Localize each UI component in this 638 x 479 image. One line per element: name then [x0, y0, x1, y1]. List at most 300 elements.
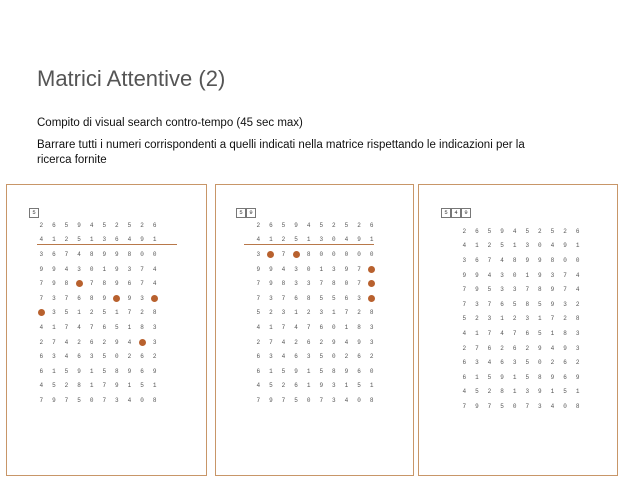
matrix-digit[interactable]: 1	[344, 382, 349, 390]
matrix-digit[interactable]: 7	[512, 329, 517, 337]
matrix-digit[interactable]: 6	[462, 359, 467, 367]
matrix-digit[interactable]: 2	[127, 353, 132, 361]
matrix-digit[interactable]: 6	[563, 359, 567, 367]
matrix-digit[interactable]: 0	[115, 353, 119, 361]
matrix-digit[interactable]: 1	[538, 315, 542, 323]
matrix-digit[interactable]: 2	[344, 353, 349, 361]
matrix-digit[interactable]: 7	[563, 271, 567, 279]
matrix-digit[interactable]: 9	[475, 271, 479, 279]
matrix-digit[interactable]: 6	[525, 329, 530, 337]
matrix-digit[interactable]: 1	[575, 388, 580, 396]
matrix-digit[interactable]: 3	[294, 280, 298, 288]
matrix-digit[interactable]: 4	[64, 353, 69, 361]
matrix-digit[interactable]: 5	[357, 382, 361, 390]
matrix-digit[interactable]: 8	[525, 300, 530, 308]
matrix-digit[interactable]: 1	[152, 382, 157, 390]
matrix-digit[interactable]: 9	[269, 280, 273, 288]
matrix-digit[interactable]: 0	[369, 367, 374, 375]
matrix-digit[interactable]: 2	[281, 382, 286, 390]
matrix-digit[interactable]: 6	[152, 221, 157, 229]
matrix-digit[interactable]: 1	[127, 382, 132, 390]
matrix-digit[interactable]: 2	[39, 221, 44, 229]
matrix-digit[interactable]: 0	[344, 280, 349, 288]
matrix-digit[interactable]: 3	[39, 250, 44, 258]
matrix-digit[interactable]: 5	[462, 315, 467, 323]
matrix-digit[interactable]: 7	[89, 323, 94, 331]
matrix-digit[interactable]: 4	[550, 344, 555, 352]
matrix-digit[interactable]: 8	[512, 256, 517, 264]
matrix-digit[interactable]: 8	[102, 280, 107, 288]
matrix-digit[interactable]: 1	[550, 388, 555, 396]
matrix-digit[interactable]: 3	[525, 388, 530, 396]
matrix-digit[interactable]: 6	[369, 221, 374, 229]
matrix-digit[interactable]: 0	[140, 250, 144, 258]
matrix-digit[interactable]: 2	[357, 221, 361, 229]
matrix-digit[interactable]: 3	[462, 256, 467, 264]
matrix-digit[interactable]: 5	[487, 227, 492, 235]
matrix-digit[interactable]: 6	[357, 367, 361, 375]
matrix-digit[interactable]: 4	[127, 236, 132, 244]
matrix-digit[interactable]: 0	[369, 250, 374, 258]
matrix-digit[interactable]: 5	[281, 367, 286, 375]
matrix-digit[interactable]: 7	[52, 338, 56, 346]
matrix-digit[interactable]: 7	[487, 329, 492, 337]
matrix-digit[interactable]: 5	[294, 236, 298, 244]
matrix-digit[interactable]: 5	[281, 221, 286, 229]
matrix-digit[interactable]: 5	[525, 227, 530, 235]
matrix-digit[interactable]: 4	[344, 338, 349, 346]
matrix-digit[interactable]: 1	[152, 236, 157, 244]
matrix-digit[interactable]: 6	[102, 323, 107, 331]
matrix-digit[interactable]: 4	[256, 323, 261, 331]
matrix-digit[interactable]: 8	[538, 373, 542, 381]
matrix-digit[interactable]: 2	[487, 242, 492, 250]
matrix-digit[interactable]: 0	[344, 250, 349, 258]
matrix-digit[interactable]: 5	[256, 309, 261, 317]
matrix-digit[interactable]: 4	[344, 236, 349, 244]
matrix-digit[interactable]: 5	[64, 367, 69, 375]
matrix-digit[interactable]: 7	[344, 309, 349, 317]
matrix-digit[interactable]: 8	[332, 280, 336, 288]
matrix-digit[interactable]: 7	[563, 286, 567, 294]
matrix-digit[interactable]: 1	[512, 242, 517, 250]
matrix-digit[interactable]: 4	[281, 353, 286, 361]
matrix-digit[interactable]: 7	[462, 402, 467, 410]
matrix-digit[interactable]: 0	[332, 353, 336, 361]
matrix-digit[interactable]: 5	[475, 388, 479, 396]
matrix-digit[interactable]: 1	[115, 309, 119, 317]
matrix-digit[interactable]: 6	[319, 323, 324, 331]
matrix-digit[interactable]: 3	[575, 344, 580, 352]
matrix-digit[interactable]: 3	[332, 396, 336, 404]
matrix-digit[interactable]: 3	[550, 271, 555, 279]
matrix-digit[interactable]: 3	[306, 280, 311, 288]
matrix-digit[interactable]: 5	[64, 309, 69, 317]
matrix-digit[interactable]: 7	[269, 338, 273, 346]
matrix-digit[interactable]: 8	[563, 329, 567, 337]
matrix-digit[interactable]: 0	[357, 250, 361, 258]
matrix-digit[interactable]: 3	[369, 338, 374, 346]
matrix-digit[interactable]: 2	[152, 353, 157, 361]
matrix-digit[interactable]: 5	[344, 221, 349, 229]
matrix-digit[interactable]: 0	[357, 396, 361, 404]
matrix-digit[interactable]: 3	[269, 353, 273, 361]
matrix-digit[interactable]: 1	[52, 323, 56, 331]
matrix-digit[interactable]: 7	[281, 396, 286, 404]
matrix-digit[interactable]: 8	[64, 280, 69, 288]
matrix-digit[interactable]: 4	[512, 227, 517, 235]
matrix-digit[interactable]: 7	[102, 382, 107, 390]
matrix-digit[interactable]: 5	[319, 367, 324, 375]
matrix-digit[interactable]: 6	[294, 353, 298, 361]
matrix-digit[interactable]: 9	[77, 221, 81, 229]
matrix-digit[interactable]: 7	[281, 323, 286, 331]
matrix-digit[interactable]: 8	[115, 367, 119, 375]
matrix-digit[interactable]: 1	[294, 309, 298, 317]
matrix-digit[interactable]: 5	[563, 388, 567, 396]
matrix-digit[interactable]: 8	[152, 396, 157, 404]
matrix-digit[interactable]: 7	[357, 280, 361, 288]
matrix-digit[interactable]: 3	[140, 294, 144, 302]
matrix-digit[interactable]: 2	[140, 221, 144, 229]
matrix-digit[interactable]: 6	[512, 344, 517, 352]
matrix-digit[interactable]: 3	[115, 396, 119, 404]
matrix-digit[interactable]: 9	[475, 286, 479, 294]
matrix-digit[interactable]: 4	[127, 396, 132, 404]
matrix-digit[interactable]: 6	[575, 227, 580, 235]
matrix-digit[interactable]: 3	[319, 236, 324, 244]
matrix-digit[interactable]: 2	[39, 338, 44, 346]
matrix-digit[interactable]: 9	[563, 344, 567, 352]
matrix-digit[interactable]: 9	[538, 271, 542, 279]
matrix-digit[interactable]: 2	[64, 382, 69, 390]
matrix-digit[interactable]: 4	[462, 329, 467, 337]
matrix-digit[interactable]: 7	[64, 323, 69, 331]
matrix-digit[interactable]: 4	[152, 280, 157, 288]
matrix-digit[interactable]: 4	[500, 329, 504, 337]
matrix-digit[interactable]: 2	[462, 344, 467, 352]
matrix-digit[interactable]: 3	[281, 309, 286, 317]
matrix-digit[interactable]: 9	[115, 338, 119, 346]
matrix-digit[interactable]: 2	[525, 344, 530, 352]
matrix-digit[interactable]: 6	[306, 338, 311, 346]
matrix-digit[interactable]: 5	[269, 382, 273, 390]
matrix-digit[interactable]: 4	[256, 236, 261, 244]
matrix-digit[interactable]: 0	[306, 396, 311, 404]
matrix-digit[interactable]: 5	[102, 221, 107, 229]
matrix-digit[interactable]: 1	[369, 382, 374, 390]
matrix-digit[interactable]: 7	[89, 280, 94, 288]
matrix-digit[interactable]: 8	[332, 367, 336, 375]
matrix-digit[interactable]: 1	[369, 236, 374, 244]
matrix-digit[interactable]: 3	[475, 359, 479, 367]
matrix-digit[interactable]: 7	[462, 300, 467, 308]
matrix-digit[interactable]: 8	[306, 250, 311, 258]
matrix-digit[interactable]: 4	[550, 402, 555, 410]
matrix-digit[interactable]: 6	[462, 373, 467, 381]
matrix-digit[interactable]: 8	[306, 294, 311, 302]
matrix-digit[interactable]: 5	[332, 294, 336, 302]
matrix-digit[interactable]: 8	[369, 309, 374, 317]
matrix-digit[interactable]: 8	[152, 309, 157, 317]
matrix-digit[interactable]: 0	[140, 396, 144, 404]
matrix-digit[interactable]: 5	[102, 353, 107, 361]
matrix-digit[interactable]: 2	[64, 236, 69, 244]
matrix-digit[interactable]: 6	[115, 236, 119, 244]
matrix-digit[interactable]: 9	[115, 382, 119, 390]
matrix-digit[interactable]: 5	[127, 221, 132, 229]
matrix-digit[interactable]: 4	[64, 338, 69, 346]
matrix-digit[interactable]: 7	[462, 286, 467, 294]
matrix-digit[interactable]: 7	[127, 309, 132, 317]
matrix-digit[interactable]: 4	[306, 221, 311, 229]
matrix-digit[interactable]: 4	[550, 242, 555, 250]
matrix-digit[interactable]: 3	[256, 250, 261, 258]
matrix-digit[interactable]: 0	[89, 265, 94, 273]
matrix-digit[interactable]: 1	[344, 323, 349, 331]
matrix-digit[interactable]: 7	[256, 396, 261, 404]
matrix-digit[interactable]: 0	[332, 250, 336, 258]
matrix-digit[interactable]: 5	[500, 402, 504, 410]
matrix-digit[interactable]: 2	[77, 338, 81, 346]
matrix-digit[interactable]: 0	[563, 256, 567, 264]
matrix-digit[interactable]: 9	[115, 265, 119, 273]
matrix-digit[interactable]: 9	[77, 367, 81, 375]
matrix-digit[interactable]: 9	[319, 382, 324, 390]
matrix-digit[interactable]: 5	[140, 382, 144, 390]
matrix-digit[interactable]: 0	[89, 396, 94, 404]
matrix-digit[interactable]: 1	[102, 265, 107, 273]
matrix-digit[interactable]: 2	[575, 359, 580, 367]
matrix-digit[interactable]: 9	[294, 367, 298, 375]
matrix-digit[interactable]: 1	[525, 271, 530, 279]
matrix-digit[interactable]: 9	[550, 373, 555, 381]
matrix-digit[interactable]: 1	[475, 329, 479, 337]
matrix-digit[interactable]: 4	[281, 265, 286, 273]
matrix-digit[interactable]: 8	[140, 323, 144, 331]
matrix-digit[interactable]: 4	[89, 221, 94, 229]
matrix-digit[interactable]: 1	[306, 367, 311, 375]
matrix-digit[interactable]: 0	[538, 359, 542, 367]
matrix-digit[interactable]: 3	[52, 294, 56, 302]
matrix-digit[interactable]: 7	[550, 315, 555, 323]
matrix-digit[interactable]: 5	[319, 353, 324, 361]
matrix-digit[interactable]: 9	[52, 265, 56, 273]
matrix-digit[interactable]: 8	[89, 250, 94, 258]
matrix-digit[interactable]: 0	[319, 250, 324, 258]
matrix-digit[interactable]: 6	[475, 256, 479, 264]
matrix-digit[interactable]: 9	[332, 338, 336, 346]
matrix-digit[interactable]: 1	[575, 242, 580, 250]
matrix-digit[interactable]: 6	[77, 294, 81, 302]
matrix-digit[interactable]: 2	[575, 300, 580, 308]
matrix-digit[interactable]: 9	[550, 286, 555, 294]
matrix-digit[interactable]: 3	[525, 315, 530, 323]
matrix-digit[interactable]: 2	[538, 227, 542, 235]
matrix-digit[interactable]: 7	[64, 294, 69, 302]
matrix-digit[interactable]: 1	[89, 382, 94, 390]
matrix-digit[interactable]: 4	[487, 359, 492, 367]
matrix-digit[interactable]: 4	[344, 396, 349, 404]
matrix-digit[interactable]: 2	[306, 309, 311, 317]
matrix-digit[interactable]: 4	[127, 338, 132, 346]
matrix-digit[interactable]: 6	[294, 382, 298, 390]
matrix-digit[interactable]: 6	[77, 353, 81, 361]
matrix-digit[interactable]: 9	[538, 388, 542, 396]
matrix-digit[interactable]: 0	[575, 256, 580, 264]
matrix-digit[interactable]: 3	[475, 300, 479, 308]
matrix-digit[interactable]: 2	[102, 338, 107, 346]
matrix-digit[interactable]: 0	[152, 250, 157, 258]
matrix-digit[interactable]: 6	[500, 359, 504, 367]
matrix-digit[interactable]: 3	[332, 382, 336, 390]
matrix-digit[interactable]: 2	[357, 309, 361, 317]
matrix-digit[interactable]: 6	[89, 338, 94, 346]
matrix-digit[interactable]: 7	[306, 323, 311, 331]
matrix-digit[interactable]: 9	[127, 294, 132, 302]
matrix-digit[interactable]: 0	[563, 402, 567, 410]
matrix-digit[interactable]: 2	[256, 221, 261, 229]
matrix-digit[interactable]: 3	[369, 323, 374, 331]
matrix-digit[interactable]: 7	[102, 396, 107, 404]
matrix-digit[interactable]: 3	[487, 315, 492, 323]
matrix-digit[interactable]: 4	[575, 286, 580, 294]
matrix-digit[interactable]: 5	[319, 294, 324, 302]
matrix-digit[interactable]: 5	[525, 359, 530, 367]
matrix-digit[interactable]: 4	[77, 323, 81, 331]
matrix-digit[interactable]: 6	[256, 367, 261, 375]
matrix-digit[interactable]: 4	[39, 382, 44, 390]
matrix-digit[interactable]: 5	[64, 221, 69, 229]
matrix-digit[interactable]: 3	[512, 286, 517, 294]
matrix-digit[interactable]: 7	[256, 280, 261, 288]
matrix-digit[interactable]: 3	[332, 265, 336, 273]
matrix-digit[interactable]: 3	[269, 294, 273, 302]
matrix-digit[interactable]: 7	[487, 300, 492, 308]
matrix-digit[interactable]: 3	[575, 329, 580, 337]
matrix-digit[interactable]: 0	[332, 323, 336, 331]
matrix-digit[interactable]: 8	[357, 323, 361, 331]
matrix-digit[interactable]: 9	[115, 250, 119, 258]
matrix-digit[interactable]: 3	[525, 242, 530, 250]
matrix-digit[interactable]: 5	[512, 300, 517, 308]
matrix-digit[interactable]: 6	[487, 344, 492, 352]
matrix-digit[interactable]: 2	[487, 388, 492, 396]
matrix-digit[interactable]: 6	[39, 367, 44, 375]
matrix-digit[interactable]: 6	[140, 367, 144, 375]
matrix-digit[interactable]: 4	[487, 271, 492, 279]
matrix-digit[interactable]: 2	[256, 338, 261, 346]
matrix-digit[interactable]: 1	[269, 236, 273, 244]
matrix-digit[interactable]: 4	[152, 265, 157, 273]
matrix-digit[interactable]: 2	[89, 309, 94, 317]
matrix-digit[interactable]: 1	[306, 382, 311, 390]
matrix-digit[interactable]: 6	[127, 280, 132, 288]
matrix-digit[interactable]: 1	[77, 309, 81, 317]
matrix-digit[interactable]: 0	[332, 236, 336, 244]
matrix-digit[interactable]: 5	[538, 329, 542, 337]
matrix-digit[interactable]: 4	[294, 323, 298, 331]
matrix-digit[interactable]: 0	[512, 271, 517, 279]
matrix-digit[interactable]: 9	[538, 256, 542, 264]
matrix-digit[interactable]: 7	[525, 402, 530, 410]
matrix-digit[interactable]: 5	[77, 236, 81, 244]
matrix-digit[interactable]: 6	[256, 353, 261, 361]
matrix-digit[interactable]: 7	[281, 294, 286, 302]
matrix-digit[interactable]: 7	[39, 280, 44, 288]
matrix-digit[interactable]: 9	[550, 300, 555, 308]
matrix-digit[interactable]: 7	[357, 265, 361, 273]
matrix-digit[interactable]: 8	[281, 280, 286, 288]
matrix-digit[interactable]: 0	[512, 402, 517, 410]
matrix-digit[interactable]: 7	[39, 396, 44, 404]
matrix-digit[interactable]: 9	[269, 265, 273, 273]
matrix-digit[interactable]: 9	[52, 396, 56, 404]
matrix-digit[interactable]: 2	[550, 359, 555, 367]
matrix-digit[interactable]: 3	[102, 236, 107, 244]
matrix-digit[interactable]: 5	[77, 396, 81, 404]
matrix-digit[interactable]: 2	[500, 344, 504, 352]
matrix-digit[interactable]: 3	[319, 309, 324, 317]
matrix-digit[interactable]: 7	[281, 250, 286, 258]
matrix-digit[interactable]: 7	[39, 294, 44, 302]
matrix-digit[interactable]: 5	[319, 221, 324, 229]
matrix-digit[interactable]: 3	[294, 265, 298, 273]
matrix-digit[interactable]: 1	[89, 236, 94, 244]
matrix-digit[interactable]: 3	[512, 359, 517, 367]
matrix-digit[interactable]: 9	[344, 265, 349, 273]
matrix-digit[interactable]: 3	[152, 323, 157, 331]
matrix-digit[interactable]: 0	[538, 242, 542, 250]
matrix-digit[interactable]: 2	[294, 338, 298, 346]
matrix-digit[interactable]: 2	[563, 227, 567, 235]
matrix-digit[interactable]: 7	[487, 256, 492, 264]
matrix-digit[interactable]: 5	[115, 323, 119, 331]
matrix-digit[interactable]: 8	[369, 396, 374, 404]
matrix-digit[interactable]: 2	[281, 236, 286, 244]
matrix-digit[interactable]: 4	[462, 242, 467, 250]
matrix-digit[interactable]: 1	[89, 367, 94, 375]
matrix-digit[interactable]: 3	[357, 294, 361, 302]
matrix-digit[interactable]: 1	[269, 323, 273, 331]
matrix-digit[interactable]: 9	[357, 236, 361, 244]
matrix-digit[interactable]: 4	[500, 256, 504, 264]
matrix-digit[interactable]: 5	[52, 382, 56, 390]
matrix-digit[interactable]: 9	[256, 265, 261, 273]
matrix-digit[interactable]: 9	[563, 242, 567, 250]
matrix-digit[interactable]: 1	[512, 388, 517, 396]
matrix-digit[interactable]: 8	[538, 286, 542, 294]
matrix-digit[interactable]: 2	[563, 315, 567, 323]
matrix-digit[interactable]: 7	[140, 265, 144, 273]
matrix-digit[interactable]: 5	[487, 373, 492, 381]
matrix-digit[interactable]: 9	[39, 265, 44, 273]
matrix-digit[interactable]: 5	[487, 286, 492, 294]
matrix-digit[interactable]: 1	[550, 329, 555, 337]
matrix-digit[interactable]: 9	[152, 367, 157, 375]
matrix-digit[interactable]: 4	[64, 265, 69, 273]
matrix-digit[interactable]: 5	[102, 367, 107, 375]
matrix-digit[interactable]: 9	[575, 373, 580, 381]
matrix-digit[interactable]: 3	[52, 309, 56, 317]
matrix-digit[interactable]: 2	[512, 315, 517, 323]
matrix-digit[interactable]: 6	[500, 300, 504, 308]
matrix-digit[interactable]: 9	[294, 221, 298, 229]
matrix-digit[interactable]: 7	[319, 396, 324, 404]
matrix-digit[interactable]: 1	[475, 242, 479, 250]
matrix-digit[interactable]: 9	[127, 367, 132, 375]
matrix-digit[interactable]: 7	[256, 294, 261, 302]
